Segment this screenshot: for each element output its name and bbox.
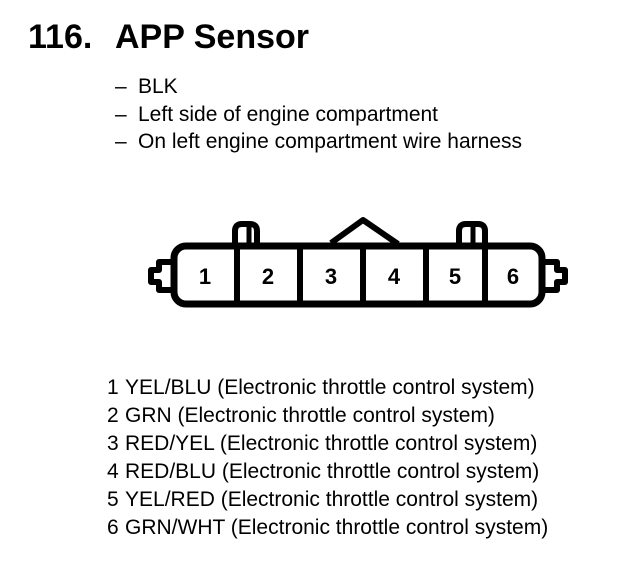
- connector-diagram: [140, 212, 580, 320]
- cavity-number-3: 3: [324, 264, 338, 289]
- connector-details: [115, 73, 522, 156]
- detail-item-location: [115, 101, 522, 129]
- cavity-number-2: 2: [261, 264, 275, 289]
- pin-number: 6: [107, 516, 119, 539]
- pin-number: 3: [107, 432, 119, 455]
- pin-number: 2: [107, 404, 119, 427]
- cavity-number-1: 1: [198, 264, 212, 289]
- detail-text: Left side of engine compartment: [138, 102, 439, 126]
- detail-item-color: [115, 73, 522, 101]
- pin-number: 5: [107, 488, 119, 511]
- page-title: APP Sensor: [115, 18, 310, 56]
- pin-number: 1: [107, 376, 119, 399]
- detail-item-harness: [115, 128, 522, 156]
- pin-row: [107, 402, 548, 430]
- dash-bullet: –: [115, 130, 127, 153]
- cavity-number-6: 6: [506, 264, 520, 289]
- pin-label: RED/BLU (Electronic throttle control system): [125, 460, 540, 483]
- detail-text: BLK: [138, 75, 178, 98]
- pin-label: YEL/RED (Electronic throttle control system): [125, 488, 539, 511]
- pin-row: [107, 458, 548, 486]
- pin-row: [107, 374, 548, 402]
- pin-label: GRN (Electronic throttle control system): [125, 404, 495, 427]
- pin-label: GRN/WHT (Electronic throttle control system): [125, 516, 549, 539]
- alignment-rib-icon: [331, 220, 398, 244]
- section-title: [28, 18, 309, 57]
- cavity-number-4: 4: [387, 264, 401, 289]
- dash-bullet: –: [115, 102, 127, 126]
- pin-label: RED/YEL (Electronic throttle control system): [125, 432, 538, 455]
- pin-assignment-list: [107, 374, 548, 542]
- pin-row: [107, 430, 548, 458]
- pin-row: [107, 514, 548, 542]
- detail-text: On left engine compartment wire harness: [138, 130, 523, 153]
- cavity-number-5: 5: [448, 264, 462, 289]
- pin-number: 4: [107, 460, 119, 483]
- pin-row: [107, 486, 548, 514]
- pin-label: YEL/BLU (Electronic throttle control system): [125, 376, 535, 399]
- dash-bullet: –: [115, 75, 127, 98]
- section-number: 116.: [28, 18, 93, 56]
